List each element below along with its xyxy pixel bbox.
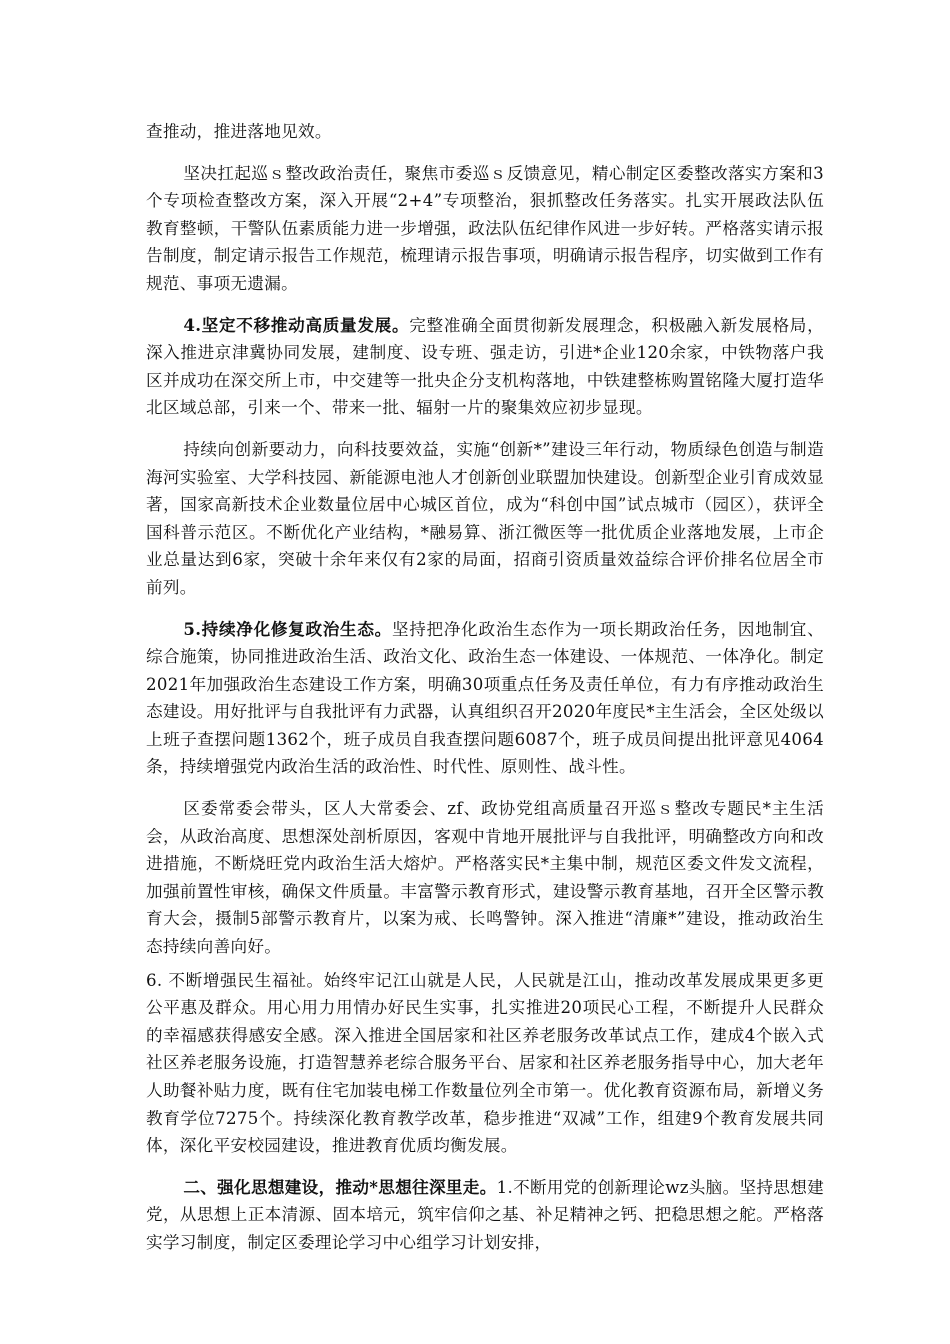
paragraph-continuation	[146, 118, 824, 146]
paragraph-political-ecology	[146, 616, 824, 782]
paragraph-innovation	[146, 436, 824, 602]
section-heading: 4.坚定不移推动高质量发展。	[183, 314, 410, 335]
paragraph-text: 6. 不断增强民生福祉。始终牢记江山就是人民，人民就是江山，推动改革发展成果更多更公平惠及群众。用心用力用情办好民生实事，扎实推进20项民心工程，不断提升人民群众的幸福感获得感安全感。深入推进全国居家和社区养老服务改革试点工作，建成4个嵌入式社区养老服务设施，打造智慧养老综合服务平台、居家和社区养老服务指导中心，加大老年人助餐补贴力度，既有住宅加装电梯工作数量位列全市第一。优化教育资源布局，新增义务教育学位7275个。持续深化教育教学改革，稳步推进“双减”工作，组建9个教育发展共同体，深化平安校园建设，推进教育优质均衡发展。	[146, 970, 824, 1156]
paragraph-text: 完整准确全面贯彻新发展理念，积极融入新发展格局，深入推进京津冀协同发展，建制度、设专班、强走访，引进*企业120余家，中铁物落户我区并成功在深交所上市，中交建等一批央企分支机构落地，中铁建整栋购置铭隆大厦打造华北区域总部，引来一个、带来一批、辐射一片的聚集效应初步显现。	[146, 315, 824, 418]
paragraph-text: 坚决扛起巡ｓ整改政治责任，聚焦市委巡ｓ反馈意见，精心制定区委整改落实方案和3个专项检查整改方案，深入开展“2+4”专项整治，狠抓整改任务落实。扎实开展政法队伍教育整顿，干警队伍素质能力进一步增强，政法队伍纪律作风进一步好转。严格落实请示报告制度，制定请示报告工作规范，梳理请示报告事项，明确请示报告程序，切实做到工作有规范、事项无遗漏。	[146, 163, 824, 293]
paragraph-text: 1.不断用党的创新理论wz头脑。坚持思想建党，从思想上正本清源、固本培元，筑牢信仰之基、补足精神之钙、把稳思想之舵。严格落实学习制度，制定区委理论学习中心组学习计划安排，	[146, 1177, 824, 1252]
paragraph-livelihood	[146, 967, 824, 1160]
paragraph-high-quality-development	[146, 312, 824, 422]
paragraph-democratic-life-meeting	[146, 795, 824, 961]
paragraph-text: 坚持把净化政治生态作为一项长期政治任务，因地制宜、综合施策，协同推进政治生活、政治文化、政治生态一体建设、一体规范、一体净化。制定2021年加强政治生态建设工作方案，明确30项重点任务及责任单位，有力有序推动政治生态建设。用好批评与自我批评有力武器，认真组织召开2020年度民*主生活会，全区处级以上班子查摆问题1362个，班子成员自我查摆问题6087个，班子成员间提出批评意见4064条，持续增强党内政治生活的政治性、时代性、原则性、战斗性。	[146, 619, 824, 777]
section-heading: 5.持续净化修复政治生态。	[183, 618, 392, 639]
paragraph-text: 查推动，推进落地见效。	[146, 122, 332, 141]
paragraph-inspection-rectification	[146, 160, 824, 298]
section-heading: 二、强化思想建设，推动*思想往深里走。	[183, 1176, 497, 1197]
paragraph-ideological-building	[146, 1174, 824, 1257]
document-page	[146, 118, 824, 1257]
paragraph-text: 持续向创新要动力，向科技要效益，实施“创新*”建设三年行动，物质绿色创造与制造海河实验室、大学科技园、新能源电池人才创新创业联盟加快建设。创新型企业引育成效显著，国家高新技术企业数量位居中心城区首位，成为“科创中国”试点城市（园区），获评全国科普示范区。不断优化产业结构，*融易算、浙江微医等一批优质企业落地发展，上市企业总量达到6家，突破十余年来仅有2家的局面，招商引资质量效益综合评价排名位居全市前列。	[146, 439, 824, 597]
paragraph-text: 区委常委会带头，区人大常委会、zf、政协党组高质量召开巡ｓ整改专题民*主生活会，从政治高度、思想深处剖析原因，客观中肯地开展批评与自我批评，明确整改方向和改进措施，不断烧旺党内政治生活大熔炉。严格落实民*主集中制，规范区委文件发文流程，加强前置性审核，确保文件质量。丰富警示教育形式，建设警示教育基地，召开全区警示教育大会，摄制5部警示教育片，以案为戒、长鸣警钟。深入推进“清廉*”建设，推动政治生态持续向善向好。	[146, 799, 824, 957]
